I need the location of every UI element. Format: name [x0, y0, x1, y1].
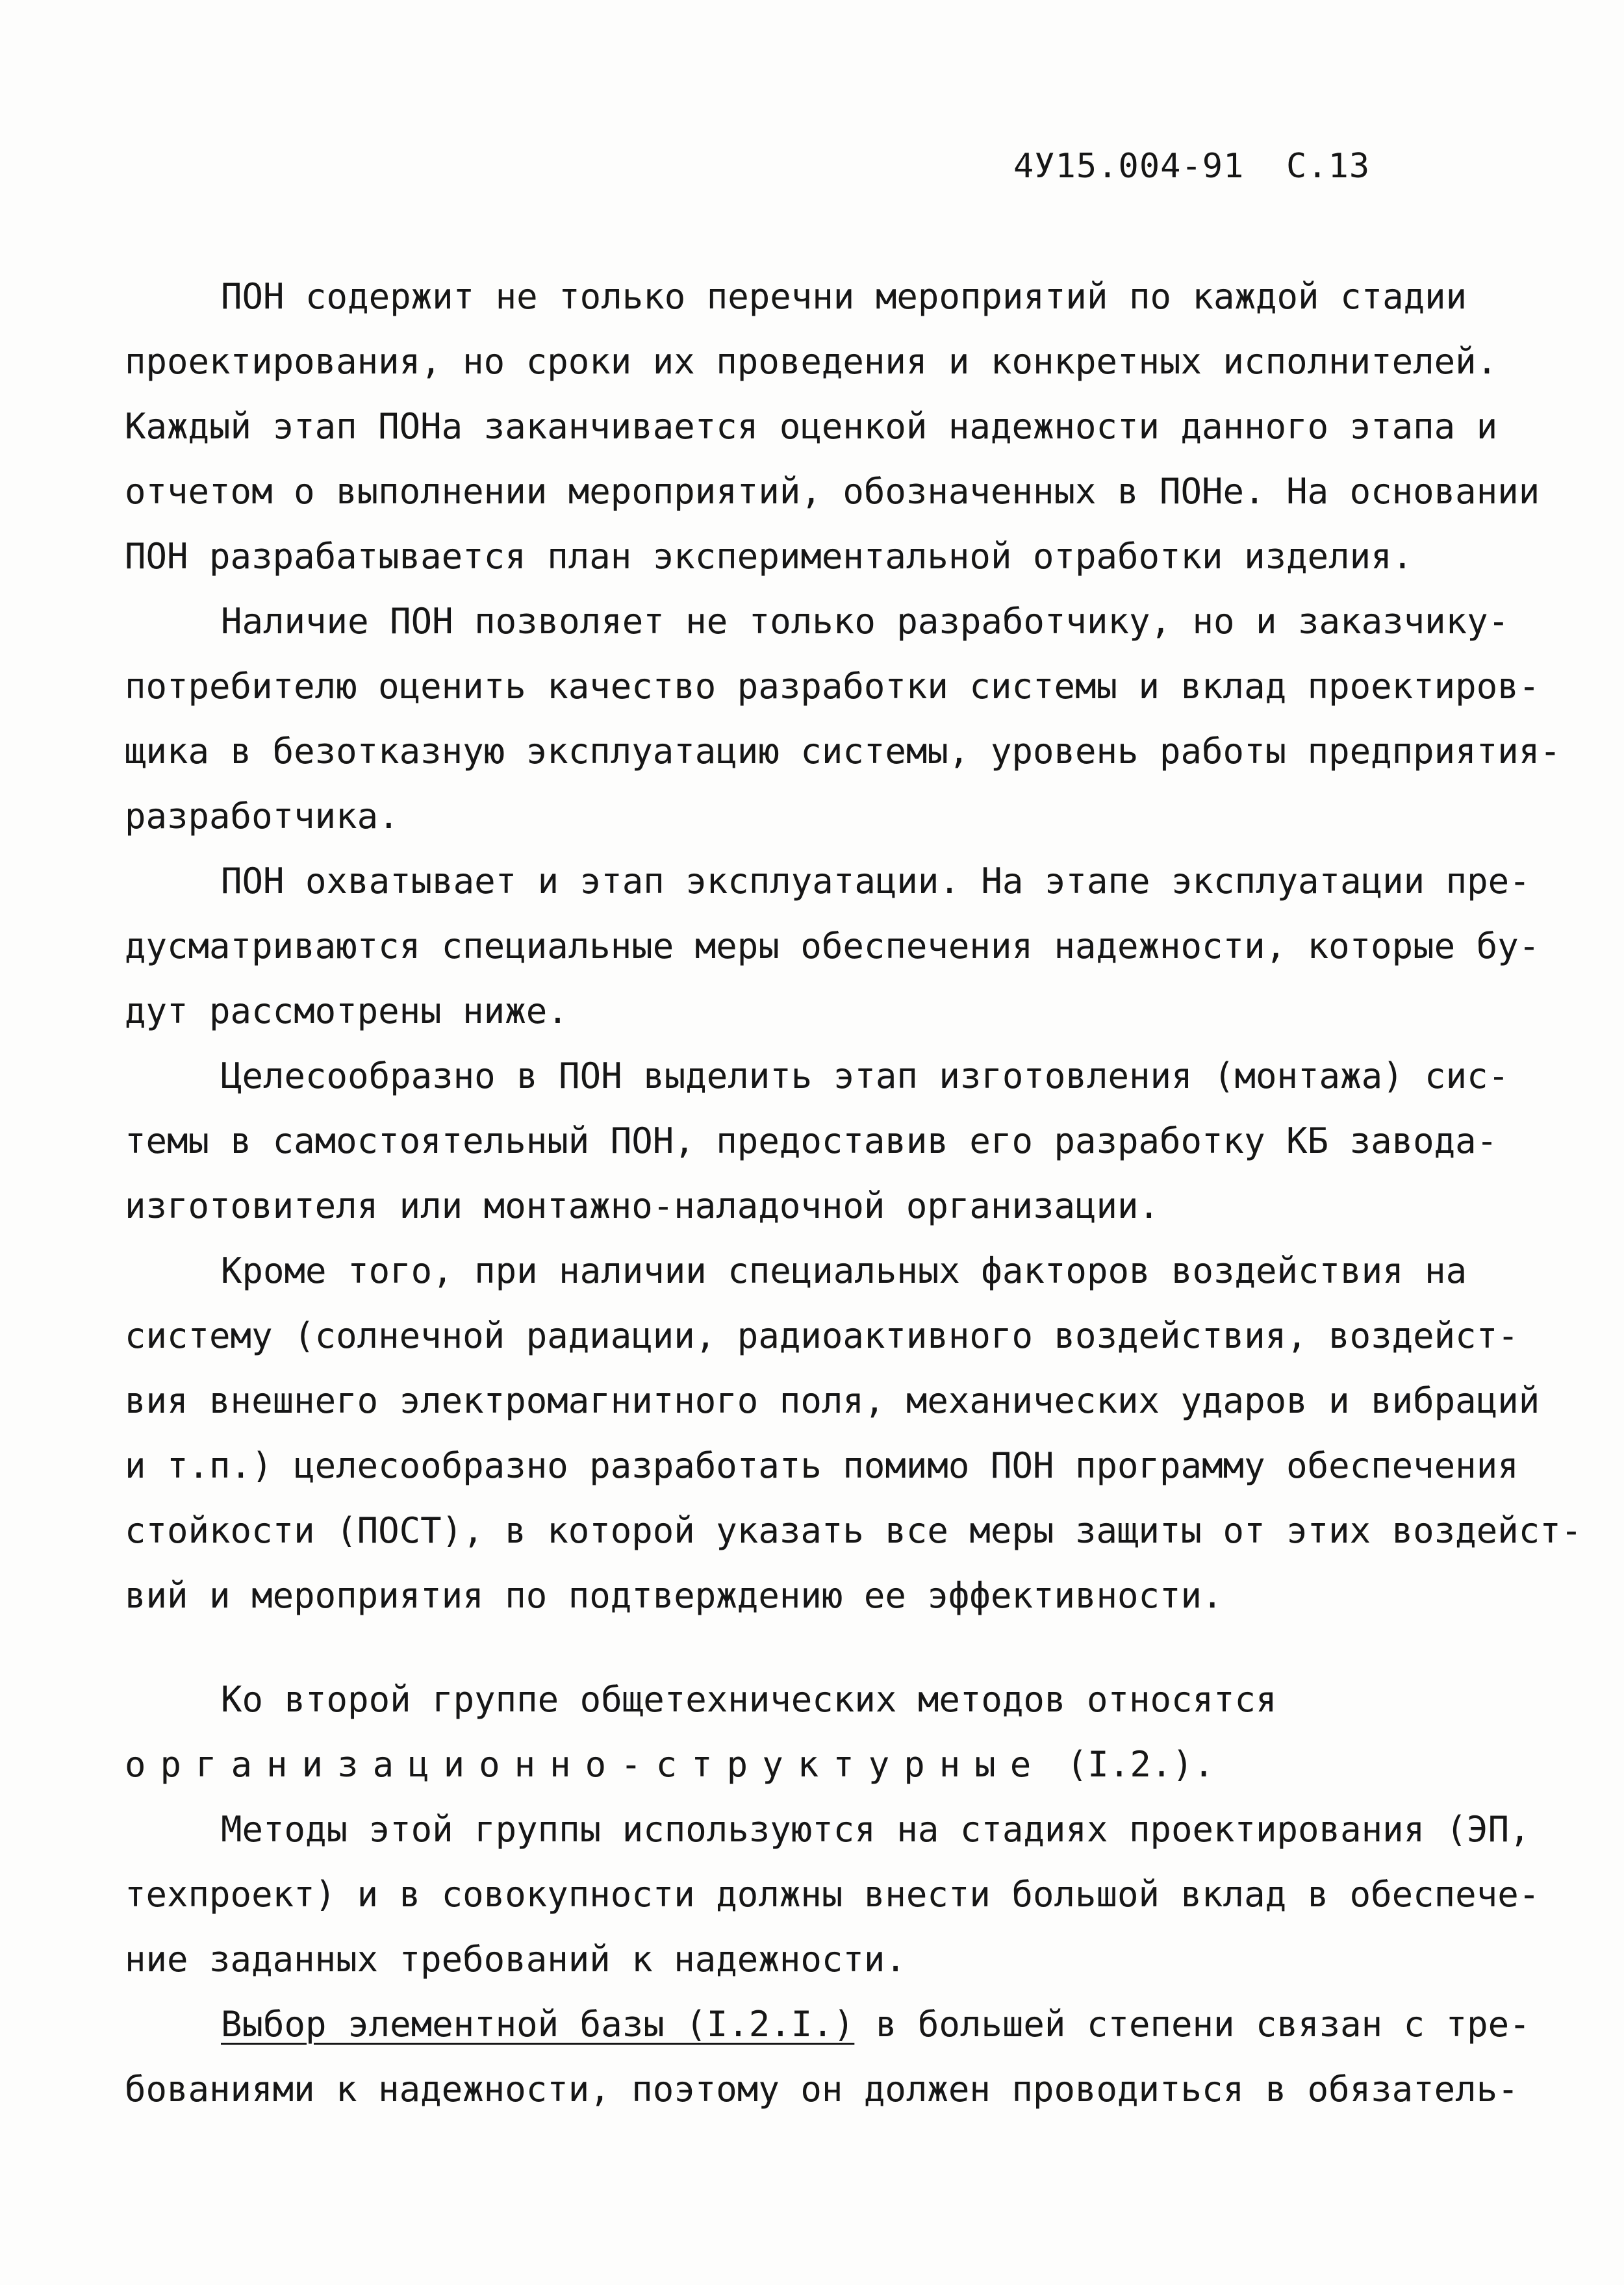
- text-line: ПОН разрабатывается план экспериментальной отработки изделия.: [125, 536, 1414, 577]
- text-line: Каждый этап ПОНа заканчивается оценкой надежности данного этапа и: [125, 406, 1498, 447]
- text-line: и т.п.) целесообразно разработать помимо ПОН программу обеспечения: [125, 1445, 1519, 1486]
- text-line: дусматриваются специальные меры обеспечения надежности, которые бу-: [125, 926, 1540, 966]
- text-line-spaced: [0, 1744, 1624, 1785]
- text-line: вия внешнего электромагнитного поля, механических ударов и вибраций: [125, 1380, 1540, 1421]
- text-line: потребителю оценить качество разработки системы и вклад проектиров-: [125, 666, 1540, 707]
- text-line: дут рассмотрены ниже.: [125, 991, 568, 1031]
- text-line: отчетом о выполнении мероприятий, обозначенных в ПОНе. На основании: [125, 471, 1540, 512]
- document-code: 4У15.004-91 С.13: [1013, 147, 1371, 186]
- text-line-underlined-lead: [0, 2004, 1624, 2045]
- text-line: техпроект) и в совокупности должны внести большой вклад в обеспече-: [125, 1874, 1540, 1915]
- spaced-term: организационно-структурные: [125, 1744, 1046, 1785]
- text-line: бованиями к надежности, поэтому он должен проводиться в обязатель-: [125, 2069, 1519, 2110]
- text-line: ПОН содержит не только перечни мероприятий по каждой стадии: [221, 276, 1467, 317]
- text-line: проектирования, но сроки их проведения и конкретных исполнителей.: [125, 341, 1498, 382]
- text-line: Методы этой группы используются на стадиях проектирования (ЭП,: [221, 1809, 1530, 1850]
- text-line: ПОН охватывает и этап эксплуатации. На этапе эксплуатации пре-: [221, 861, 1530, 902]
- text-line: систему (солнечной радиации, радиоактивного воздействия, воздейст-: [125, 1315, 1519, 1356]
- text-line: Целесообразно в ПОН выделить этап изготовления (монтажа) сис-: [221, 1055, 1510, 1096]
- text-line: стойкости (ПОСТ), в которой указать все меры защиты от этих воздейст-: [125, 1510, 1582, 1551]
- text-line: щика в безотказную эксплуатацию системы, уровень работы предприятия-: [125, 731, 1561, 772]
- text-line: Ко второй группе общетехнических методов относятся: [221, 1679, 1277, 1720]
- text-line: ние заданных требований к надежности.: [125, 1939, 906, 1980]
- section-ref: (I.2.).: [1066, 1744, 1215, 1785]
- text-line: разработчика.: [125, 796, 400, 837]
- text-line: темы в самостоятельный ПОН, предоставив его разработку КБ завода-: [125, 1120, 1498, 1161]
- text-line: Наличие ПОН позволяет не только разработчику, но и заказчику-: [221, 601, 1510, 642]
- text-line: Кроме того, при наличии специальных факторов воздействия на: [221, 1250, 1467, 1291]
- text-line: изготовителя или монтажно-наладочной организации.: [125, 1185, 1160, 1226]
- text-fragment: в большей степени связан с тре-: [875, 2004, 1530, 2045]
- underlined-heading: Выбор элементной базы (I.2.I.): [221, 2004, 855, 2045]
- text-line: вий и мероприятия по подтверждению ее эффективности.: [125, 1575, 1223, 1616]
